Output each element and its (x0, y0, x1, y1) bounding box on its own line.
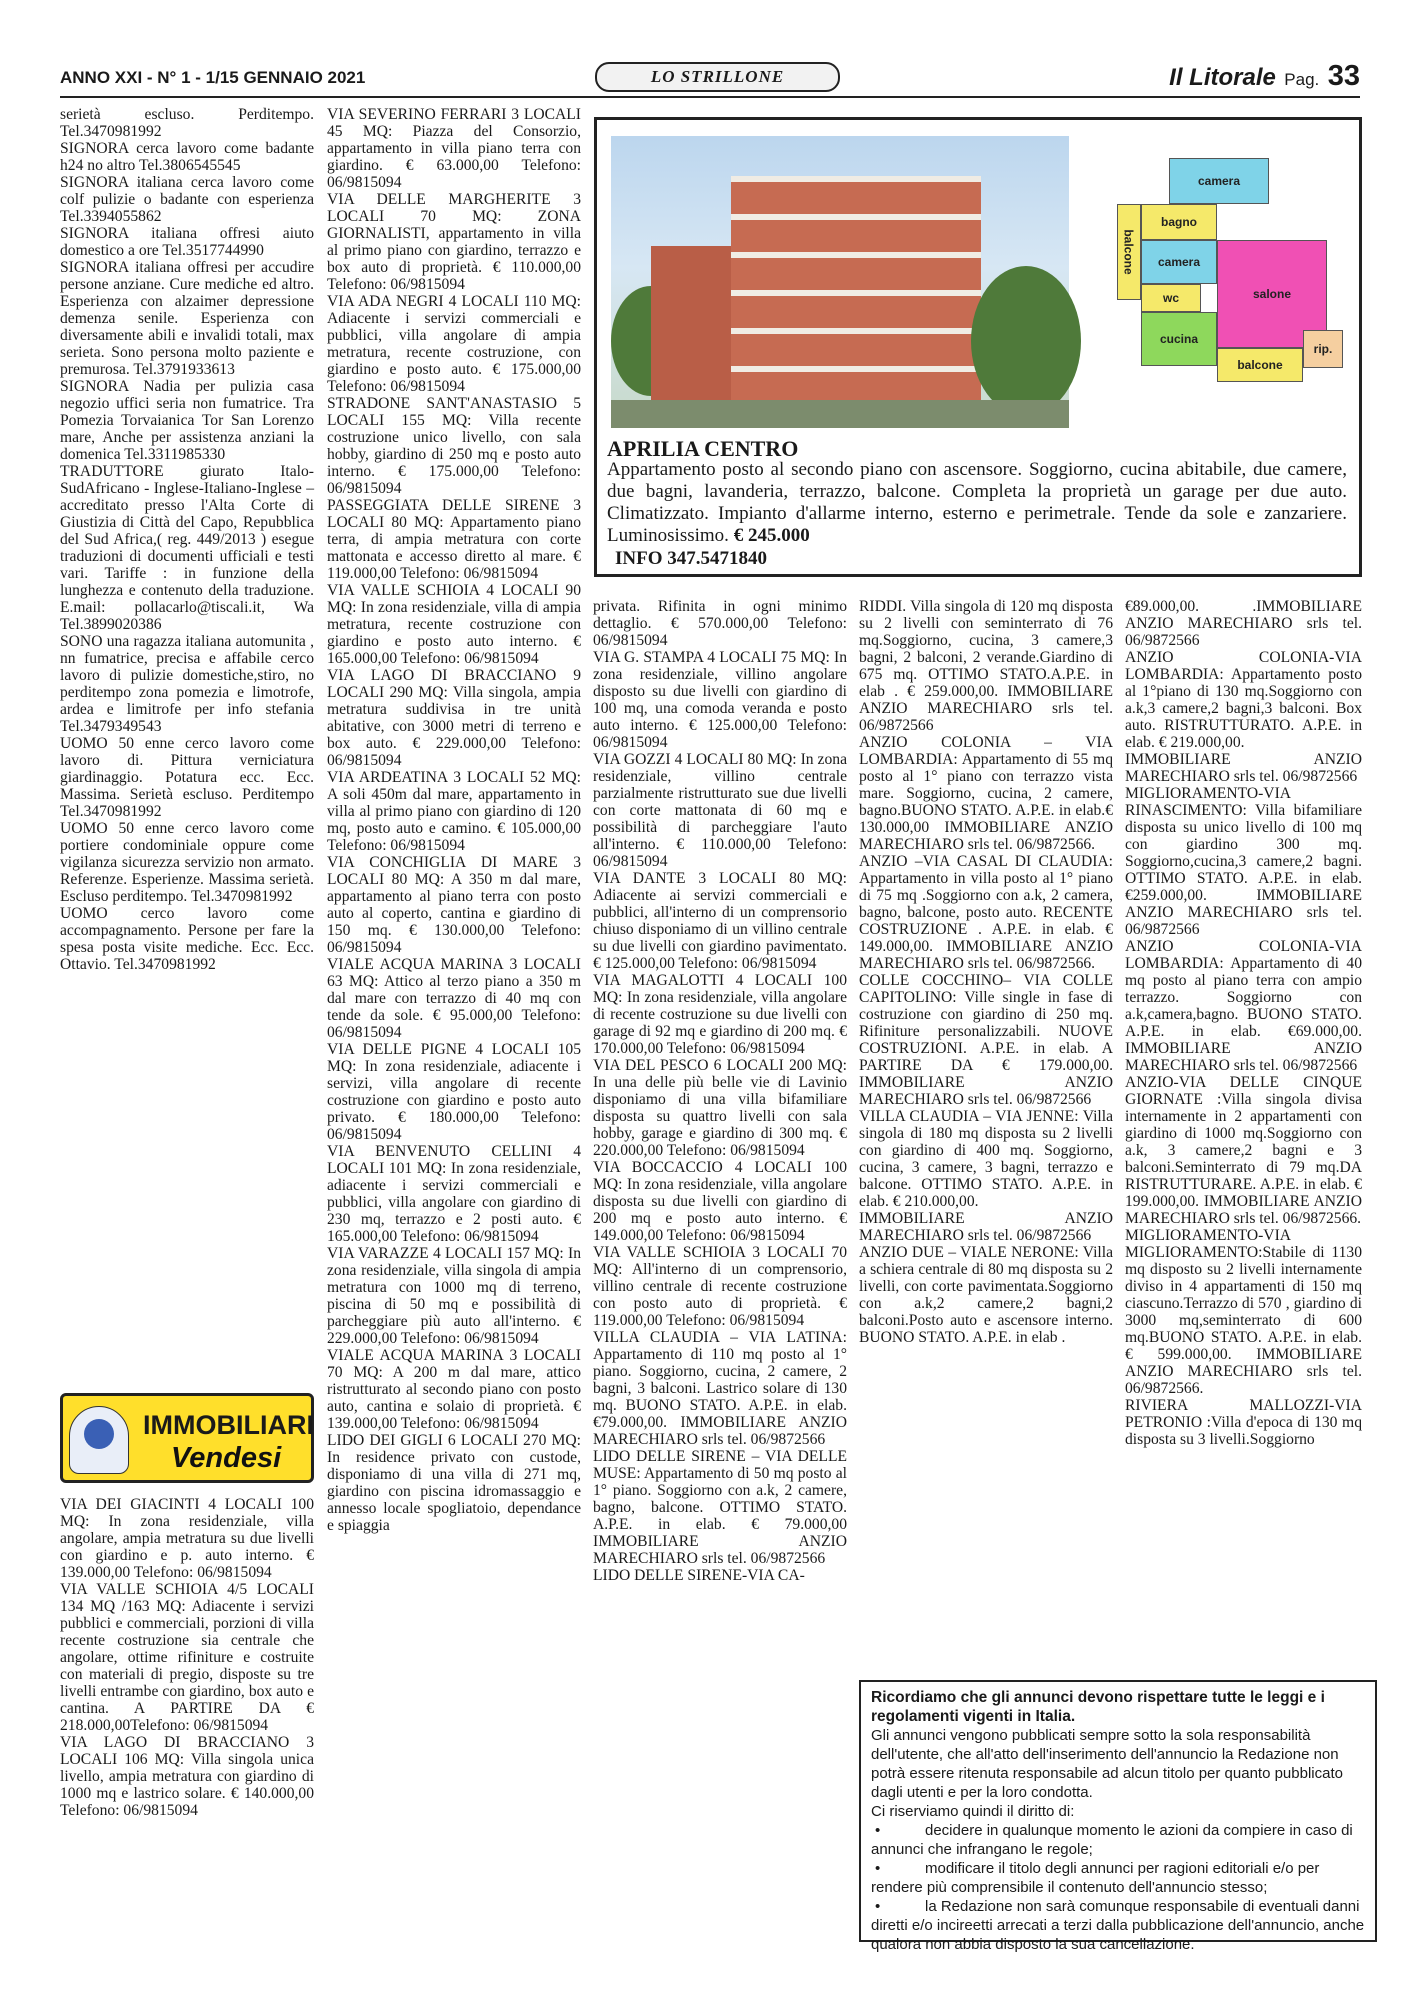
listing: VIA VALLE SCHIOIA 4 LOCALI 90 MQ: In zona residenziale, villa di ampia metratura, recente costruzione con giardino e posto auto interno. € 165.000,00 Telefono: 06/9815094 (327, 582, 581, 667)
listing: ANZIO-VIA DELLE CINQUE GIORNATE :Villa singola divisa internamente in 2 appartamenti con giardino di 1000 mq.Soggiorno con a.k, 3 camere,2 bagni e 3 balconi.Seminterrato di 79 mq.DA RISTRUTTURARE. A.P.E. in elab. € 199.000,00. IMMOBILIARE ANZIO MARECHIARO srls tel. 06/9872566. (1125, 1074, 1362, 1227)
column-1-realestate (60, 1496, 314, 1990)
listing: ANZIO DUE – VIALE NERONE: Villa a schiera centrale di 80 mq disposta su 2 livelli, con corte pavimentata.Soggiorno con a.k,2 camere,2 bagni,2 balconi.Posto auto e ascensore interno. BUONO STATO. A.P.E. in elab . (859, 1244, 1113, 1346)
listing: VIA DEI GIACINTI 4 LOCALI 100 MQ: In zona residenziale, villa angolare, ampia metratura su due livelli con giardino e p. auto interno. € 139.000,00 Telefono: 06/9815094 (60, 1496, 314, 1581)
listing: ANZIO COLONIA-VIA LOMBARDIA: Appartamento di 40 mq posto al piano terra con ampio terrazzo. Soggiorno con a.k,camera,bagno. BUONO STATO. A.P.E. in elab. €69.000,00. IMMOBILIARE ANZIO MARECHIARO srls tel. 06/9872566 (1125, 938, 1362, 1074)
notice-item: • modificare il titolo degli annunci per ragioni editoriali e/o per rendere più comprensibile il contenuto dell'annuncio stesso; (871, 1859, 1365, 1897)
room-balcone: balcone (1117, 204, 1141, 300)
floor-plan (1117, 158, 1345, 402)
column-4-realestate (859, 598, 1113, 1668)
notice-item: • decidere in qualunque momento le azioni da compiere in caso di annunci che infrangano le regole; (871, 1821, 1365, 1859)
listing: VIA BOCCACCIO 4 LOCALI 100 MQ: In zona residenziale, villa angolare disposta su due livelli con giardino di 200 mq e posto auto interno. € 149.000,00 Telefono: 06/9815094 (593, 1159, 847, 1244)
listing: VIA GOZZI 4 LOCALI 80 MQ: In zona residenziale, villino centrale parzialmente ristrutturato sue due livelli con corte mattonata di 60 mq e possibilità di parcheggiare l'auto all'interno. € 110.000,00 Telefono: 06/9815094 (593, 751, 847, 870)
listing: VIA VALLE SCHIOIA 4/5 LOCALI 134 MQ /163 MQ: Adiacente i servizi pubblici e commerciali, porzioni di villa recente costruzione sia centrale che angolare, ottime rifiniture e costruite con materiali di pregio, disposte su tre livelli entrambe con giardino, box auto e cantina. A PARTIRE DA € 218.000,00Telefono: 06/9815094 (60, 1581, 314, 1734)
mascot-icon (69, 1406, 129, 1474)
room-camera: camera (1169, 158, 1269, 204)
listing: IMMOBILIARE ANZIO MARECHIARO srls tel. 06/9872566 (1125, 751, 1362, 785)
listing: VIA LAGO DI BRACCIANO 3 LOCALI 106 MQ: Villa singola unica livello, ampia metratura con giardino di 1000 mq e lastrico solare. € 140.000,00 Telefono: 06/9815094 (60, 1734, 314, 1819)
listing: LIDO DELLE SIRENE-VIA CA- (593, 1567, 805, 1584)
banner-line1: IMMOBILIARI (143, 1410, 314, 1440)
page-label: Pag. (1284, 70, 1320, 89)
page-header (60, 60, 1360, 100)
strillone-logo (595, 62, 840, 92)
page-indicator (1169, 60, 1360, 93)
ground (611, 400, 1069, 428)
listing: SIGNORA cerca lavoro come badante h24 no altro Tel.3806545545 (60, 140, 314, 174)
listing: TRADUTTORE giurato Italo-SudAfricano - Inglese-Italiano-Inglese – accreditato presso l'Alta Corte di Giustizia di Città del Capo, Repubblica del Sud Africa,( reg. 449/2013 ) esegue traduzioni di documenti ufficiali e testi vari. Tariffe : in funzione della lunghezza e contenuto della traduzione. E.mail: pollacarlo@tiscali.it, Wa Tel.3899020386 (60, 463, 314, 633)
listing: IMMOBILIARE ANZIO MARECHIARO srls tel. 06/9872566 (859, 1210, 1113, 1244)
building-side (651, 246, 741, 406)
listing: LIDO DEI GIGLI 6 LOCALI 270 MQ: In residence privato con custode, disponiamo di una villa di 271 mq, giardino con piscina idromassaggio e annesso locale spogliatoio, dependance e spiaggia (327, 1432, 581, 1534)
featured-listing-aprilia (594, 117, 1362, 577)
listing: UOMO cerco lavoro come accompagnamento. Persone per fare la spesa posta visite mediche. Ecc. Ecc. Ottavio. Tel.3470981992 (60, 905, 314, 973)
listing: VIA ADA NEGRI 4 LOCALI 110 MQ: Adiacente i servizi commerciali e pubblici, villa angolare di ampia metratura, recente costruzione, con giardino e posto auto. € 175.000,00 Telefono: 06/9815094 (327, 293, 581, 395)
listing: RIVIERA MALLOZZI-VIA PETRONIO :Villa d'epoca di 130 mq disposta su 3 livelli.Soggiorno (1125, 1397, 1362, 1448)
listing: SONO una ragazza italiana automunita , nn fumatrice, precisa e affabile cerco lavoro di pulizie domestiche,stiro, no perditempo zona pomezia e limotrofe, ardea e limitrofe per info stefania Tel.3479349543 (60, 633, 314, 735)
listing: VIA MAGALOTTI 4 LOCALI 100 MQ: In zona residenziale, villa angolare di recente costruzione su due livelli con garage di 92 mq e giardino di 200 mq. € 170.000,00 Telefono: 06/9815094 (593, 972, 847, 1057)
page-number: 33 (1327, 60, 1360, 92)
listing: SIGNORA italiana offresi per accudire persone anziane. Cure mediche ed altro. Esperienza con alzaimer depressione demenza senile. Esperienza con diversamente abili e invalidi totali, max serieta. Sono persona molto paziente e premurosa. Tel.3791933613 (60, 259, 314, 378)
listing: UOMO 50 enne cerco lavoro come lavoro di. Pittura verniciatura giardinaggio. Potatura ecc. Ecc. Massima. Serietà escluso. Perditempo Tel.3470981992 (60, 735, 314, 820)
featured-description: Appartamento posto al secondo piano con ascensore. Soggiorno, cucina abitabile, due camere, due bagni, lavanderia, terrazzo, balcone. Completa la proprietà un garage per due auto. Climatizzato. Impianto d'allarme interno, esterno e perimetrale. Tende da sole e zanzariere. Luminosissimo. € 245.000 (607, 459, 1347, 546)
room-ripostiglio: rip. (1303, 330, 1343, 368)
listing: STRADONE SANT'ANASTASIO 5 LOCALI 155 MQ: Villa recente costruzione unico livello, con sala hobby, giardino di 250 mq e posto auto interno. € 175.000,00 Telefono: 06/9815094 (327, 395, 581, 497)
banner-line2: Vendesi (171, 1442, 282, 1474)
listing: VIA DANTE 3 LOCALI 80 MQ: Adiacente ai servizi commerciali e pubblici, all'interno di un comprensorio chiuso disponiamo di un villino centrale su due livelli con giardino pavimentato. € 125.000,00 Telefono: 06/9815094 (593, 870, 847, 972)
listing: ANZIO COLONIA – VIA LOMBARDIA: Appartamento di 55 mq posto al 1° piano con terrazzo vista mare. Soggiorno, cucina, 2 camere, bagno.BUONO STATO. A.P.E. in elab.€ 130.000,00 IMMOBILIARE ANZIO MARECHIARO srls tel. 06/9872566. (859, 734, 1113, 853)
listing: SIGNORA Nadia per pulizia casa negozio uffici seria non fumatrice. Tra Pomezia Torvaianica Tor San Lorenzo mare, Anche per assistenza anziani la domenica Tel.3311985330 (60, 378, 314, 463)
listing: VIA VARAZZE 4 LOCALI 157 MQ: In zona residenziale, villa singola di ampia metratura con 1000 mq di terreno, piscina di 50 mq e possibilità di parcheggiare più auto all'interno. € 229.000,00 Telefono: 06/9815094 (327, 1245, 581, 1347)
column-5-realestate (1125, 598, 1362, 1668)
notice-item: • la Redazione non sarà comunque responsabile di eventuali danni diretti e/o incireetti arrecati a terzi dalla pubblicazione dell'annuncio, anche qualora non abbia disposto la sua cancellazione. (871, 1897, 1365, 1954)
room-bagno: bagno (1141, 204, 1217, 240)
listing: VIA LAGO DI BRACCIANO 9 LOCALI 290 MQ: Villa singola, ampia metratura suddivisa in tre unità abitative, con 3000 metri di terreno e box auto. € 229.000,00 Telefono: 06/9815094 (327, 667, 581, 769)
featured-price: € 245.000 (733, 525, 810, 546)
room-cucina: cucina (1141, 312, 1217, 366)
listing: SIGNORA italiana cerca lavoro come colf pulizie o badante con esperienza Tel.3394055862 (60, 174, 314, 225)
listing: ANZIO COLONIA-VIA LOMBARDIA: Appartamento posto al 1°piano di 130 mq.Soggiorno con a.k,3 camere,2 bagni,3 balconi. Box auto. RISTRUTTURATO. A.P.E. in elab. € 219.000,00. (1125, 649, 1362, 751)
listing: ANZIO –VIA CASAL DI CLAUDIA: Appartamento in villa posto al 1° piano di 75 mq .Soggiorno con a.k, 2 camera, bagno, balcone, posto auto. RECENTE COSTRUZIONE . A.P.E. in elab. € 149.000,00. IMMOBILIARE ANZIO MARECHIARO srls tel. 06/9872566. (859, 853, 1113, 972)
header-rule (60, 96, 1360, 98)
listing: VILLA CLAUDIA – VIA JENNE: Villa singola di 180 mq disposta su 2 livelli con giardino di 400 mq. Soggiorno, cucina, 3 camere, 3 bagni, terrazzo e balcone. OTTIMO STATO. A.P.E. in elab. € 210.000,00. (859, 1108, 1113, 1210)
column-2-realestate (327, 106, 581, 1992)
listing: SIGNORA italiana offresi aiuto domestico a ore Tel.3517744990 (60, 225, 314, 259)
issue-info: ANNO XXI - N° 1 - 1/15 GENNAIO 2021 (60, 68, 366, 87)
listing: RIDDI. Villa singola di 120 mq disposta su 2 livelli con seminterrato di 76 mq.Soggiorno, cucina, 3 camere,3 bagni, 2 balconi, 2 verande.Giardino di 675 mq. OTTIMO STATO.A.P.E. in elab . € 259.000,00. IMMOBILIARE ANZIO MARECHIARO srls tel. 06/9872566 (859, 598, 1113, 734)
building (731, 176, 981, 406)
listing: COLLE COCCHINO– VIA COLLE CAPITOLINO: Ville single in fase di costruzione con giardino di 250 mq. Rifiniture personalizzabili. NUOVE COSTRUZIONI. A.P.E. in elab. A PARTIRE DA € 179.000,00. IMMOBILIARE ANZIO MARECHIARO srls tel. 06/9872566 (859, 972, 1113, 1108)
tree (971, 266, 1081, 416)
building-photo (611, 136, 1069, 428)
listing: PASSEGGIATA DELLE SIRENE 3 LOCALI 80 MQ: Appartamento piano terra, di ampia metratura con corte mattonata e accesso diretto al mare. € 119.000,00 Telefono: 06/9815094 (327, 497, 581, 582)
listing: VIA CONCHIGLIA DI MARE 3 LOCALI 80 MQ: A 350 m dal mare, appartamento al piano terra con posto auto al coperto, cantina e giardino di 150 mq. € 130.000,00 Telefono: 06/9815094 (327, 854, 581, 956)
listing: MIGLIORAMENTO-VIA MIGLIORAMENTO:Stabile di 1130 mq disposto su 2 livelli internamente diviso in 4 appartamenti di 150 mq ciascuno.Terrazzo di 570 , giardino di 3000 mq,seminterrato di 600 mq.BUONO STATO. A.P.E. in elab. € 599.000,00. IMMOBILIARE ANZIO MARECHIARO srls tel. 06/9872566. (1125, 1227, 1362, 1397)
immobiliari-vendesi-banner (60, 1393, 314, 1483)
listing: €89.000,00. .IMMOBILIARE ANZIO MARECHIARO srls tel. 06/9872566 (1125, 598, 1362, 649)
room-wc: wc (1141, 284, 1201, 312)
logo-text: LO STRILLONE (650, 67, 785, 86)
listing: VIA DEL PESCO 6 LOCALI 200 MQ: In una delle più belle vie di Lavinio disponiamo di una villa bifamiliare disposta su quattro livelli con sala hobby, garage e giardino di 300 mq. € 220.000,00 Telefono: 06/9815094 (593, 1057, 847, 1159)
listing: privata. Rifinita in ogni minimo dettaglio. € 570.000,00 Telefono: 06/9815094 (593, 598, 847, 649)
listing: VIA SEVERINO FERRARI 3 LOCALI 45 MQ: Piazza del Consorzio, appartamento in villa piano terra con giardino. € 63.000,00 Telefono: 06/9815094 (327, 106, 581, 191)
listing: VIALE ACQUA MARINA 3 LOCALI 70 MQ: A 200 m dal mare, attico ristrutturato al secondo piano con posto auto, cantina e solaio di proprietà. € 139.000,00 Telefono: 06/9815094 (327, 1347, 581, 1432)
notice-title: Ricordiamo che gli annunci devono rispettare tutte le leggi e i regolamenti vigenti in Italia. (871, 1689, 1325, 1725)
featured-title: APRILIA CENTRO (607, 436, 799, 461)
listing: VILLA CLAUDIA – VIA LATINA: Appartamento di 110 mq posto al 1° piano. Soggiorno, cucina, 2 camere, 2 bagni, 3 balconi. Lastrico solare di 130 mq. BUONO STATO. A.P.E. in elab. €79.000,00. IMMOBILIARE ANZIO MARECHIARO srls tel. 06/9872566 (593, 1329, 847, 1448)
room-camera-2: camera (1141, 240, 1217, 284)
listing: VIA DELLE PIGNE 4 LOCALI 105 MQ: In zona residenziale, adiacente i servizi, villa angolare di recente costruzione con giardino e posto auto privato. € 180.000,00 Telefono: 06/9815094 (327, 1041, 581, 1143)
listing: VIA DELLE MARGHERITE 3 LOCALI 70 MQ: ZONA GIORNALISTI, appartamento in villa al primo piano con giardino, terrazzo e box auto di proprietà. € 110.000,00 Telefono: 06/9815094 (327, 191, 581, 293)
listing: VIALE ACQUA MARINA 3 LOCALI 63 MQ: Attico al terzo piano a 350 m dal mare con terrazzo di 40 mq con tende da sole. € 95.000,00 Telefono: 06/9815094 (327, 956, 581, 1041)
column-3-realestate (593, 598, 847, 1992)
notice-body: Gli annunci vengono pubblicati sempre sotto la sola responsabilità dell'utente, che all'atto dell'inserimento dell'annuncio la Redazione non potrà essere ritenuta responsabile ad alcun titolo per quanto pubblicato dagli utenti e per la loro condotta. (871, 1727, 1343, 1801)
listing: VIA G. STAMPA 4 LOCALI 75 MQ: In zona residenziale, villino angolare disposto su due livelli con giardino di 100 mq, una comoda veranda e posto auto interno. € 125.000,00 Telefono: 06/9815094 (593, 649, 847, 751)
listing: MIGLIORAMENTO-VIA RINASCIMENTO: Villa bifamiliare disposta su unico livello di 100 mq con giardino 300 mq. Soggiorno,cucina,3 camere,2 bagni. OTTIMO STATO. A.P.E. in elab. €259.000,00. IMMOBILIARE ANZIO MARECHIARO srls tel. 06/9872566 (1125, 785, 1362, 938)
listing: serietà escluso. Perditempo. Tel.3470981992 (60, 106, 314, 140)
featured-contact: INFO 347.5471840 (615, 548, 767, 569)
notice-list (871, 1821, 1365, 1954)
column-1-classifieds (60, 106, 314, 1386)
listing: VIA VALLE SCHIOIA 3 LOCALI 70 MQ: All'interno di un comprensorio, villino centrale di recente costruzione con posto auto di proprietà. € 119.000,00 Telefono: 06/9815094 (593, 1244, 847, 1329)
room-salone: salone (1217, 240, 1327, 348)
listing: VIA BENVENUTO CELLINI 4 LOCALI 101 MQ: In zona residenziale, adiacente i servizi commerciali e pubblici, villa angolare con giardino di 230 mq, terrazzo e 2 posti auto. € 165.000,00 Telefono: 06/9815094 (327, 1143, 581, 1245)
room-balcone-bottom: balcone (1217, 348, 1303, 382)
publication-name: Il Litorale (1169, 64, 1276, 91)
notice-lead: Ci riserviamo quindi il diritto di: (871, 1803, 1075, 1820)
listing: LIDO DELLE SIRENE – VIA DELLE MUSE: Appartamento di 50 mq posto al 1° piano. Soggiorno con a.k, 2 camere, bagno, balcone. OTTIMO STATO. A.P.E. in elab. € 79.000,00 IMMOBILIARE ANZIO MARECHIARO srls tel. 06/9872566 (593, 1448, 847, 1567)
legal-notice-box (859, 1680, 1377, 1953)
listing: UOMO 50 enne cerco lavoro come portiere condominiale oppure come vigilanza sicurezza servizio non armato. Referenze. Esperienze. Massima serietà. Escluso perditempo. Tel.3470981992 (60, 820, 314, 905)
listing: VIA ARDEATINA 3 LOCALI 52 MQ: A soli 450m dal mare, appartamento in villa al primo piano con giardino di 120 mq, posto auto e camino. € 105.000,00 Telefono: 06/9815094 (327, 769, 581, 854)
